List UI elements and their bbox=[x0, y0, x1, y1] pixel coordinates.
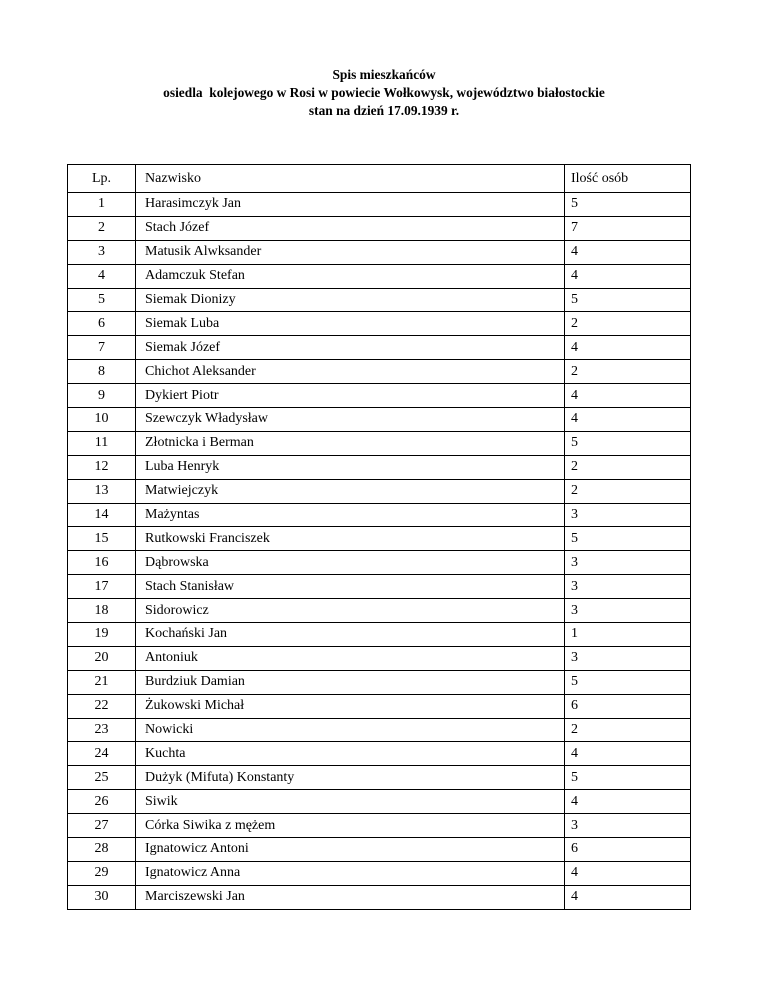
table-row bbox=[68, 814, 691, 838]
row-lp-cell: 10 bbox=[68, 408, 136, 432]
row-count-cell: 2 bbox=[565, 479, 691, 503]
row-count-cell: 5 bbox=[565, 527, 691, 551]
row-name-cell: Ignatowicz Antoni bbox=[136, 838, 565, 862]
header-lp: Lp. bbox=[68, 165, 136, 193]
document-title bbox=[0, 66, 768, 120]
row-count-cell: 2 bbox=[565, 455, 691, 479]
row-count-cell: 4 bbox=[565, 742, 691, 766]
table-row bbox=[68, 670, 691, 694]
row-name-cell: Siwik bbox=[136, 790, 565, 814]
row-name-cell: Luba Henryk bbox=[136, 455, 565, 479]
table-row bbox=[68, 240, 691, 264]
row-lp-cell: 6 bbox=[68, 312, 136, 336]
row-name-cell: Burdziuk Damian bbox=[136, 670, 565, 694]
row-count-cell: 5 bbox=[565, 766, 691, 790]
row-lp-cell: 18 bbox=[68, 599, 136, 623]
row-count-cell: 5 bbox=[565, 670, 691, 694]
table-row bbox=[68, 360, 691, 384]
row-name-cell: Matusik Alwksander bbox=[136, 240, 565, 264]
row-lp-cell: 11 bbox=[68, 431, 136, 455]
table-row bbox=[68, 264, 691, 288]
table-row bbox=[68, 575, 691, 599]
row-name-cell: Mażyntas bbox=[136, 503, 565, 527]
row-count-cell: 3 bbox=[565, 575, 691, 599]
row-lp-cell: 29 bbox=[68, 861, 136, 885]
row-count-cell: 4 bbox=[565, 240, 691, 264]
row-count-cell: 4 bbox=[565, 336, 691, 360]
table-row bbox=[68, 408, 691, 432]
row-count-cell: 2 bbox=[565, 312, 691, 336]
row-name-cell: Córka Siwika z mężem bbox=[136, 814, 565, 838]
row-count-cell: 7 bbox=[565, 216, 691, 240]
row-count-cell: 4 bbox=[565, 790, 691, 814]
table-row bbox=[68, 885, 691, 909]
row-name-cell: Siemak Dionizy bbox=[136, 288, 565, 312]
row-count-cell: 4 bbox=[565, 861, 691, 885]
row-count-cell: 3 bbox=[565, 503, 691, 527]
row-name-cell: Siemak Luba bbox=[136, 312, 565, 336]
row-lp-cell: 25 bbox=[68, 766, 136, 790]
table-row bbox=[68, 646, 691, 670]
row-lp-cell: 21 bbox=[68, 670, 136, 694]
table-row bbox=[68, 288, 691, 312]
row-name-cell: Kuchta bbox=[136, 742, 565, 766]
row-lp-cell: 5 bbox=[68, 288, 136, 312]
table-row bbox=[68, 431, 691, 455]
row-lp-cell: 27 bbox=[68, 814, 136, 838]
table-row bbox=[68, 551, 691, 575]
row-name-cell: Sidorowicz bbox=[136, 599, 565, 623]
title-line-2: osiedla kolejowego w Rosi w powiecie Wołkowysk, województwo białostockie bbox=[163, 85, 605, 100]
table-row bbox=[68, 838, 691, 862]
table-row bbox=[68, 694, 691, 718]
row-lp-cell: 16 bbox=[68, 551, 136, 575]
table-row bbox=[68, 312, 691, 336]
row-name-cell: Adamczuk Stefan bbox=[136, 264, 565, 288]
row-name-cell: Ignatowicz Anna bbox=[136, 861, 565, 885]
table-row bbox=[68, 193, 691, 217]
row-count-cell: 3 bbox=[565, 814, 691, 838]
title-line-3: stan na dzień 17.09.1939 r. bbox=[308, 103, 460, 118]
row-name-cell: Marciszewski Jan bbox=[136, 885, 565, 909]
table-row bbox=[68, 742, 691, 766]
row-lp-cell: 30 bbox=[68, 885, 136, 909]
row-count-cell: 4 bbox=[565, 885, 691, 909]
row-name-cell: Harasimczyk Jan bbox=[136, 193, 565, 217]
row-count-cell: 3 bbox=[565, 646, 691, 670]
row-count-cell: 2 bbox=[565, 360, 691, 384]
table-row bbox=[68, 861, 691, 885]
row-lp-cell: 28 bbox=[68, 838, 136, 862]
row-name-cell: Matwiejczyk bbox=[136, 479, 565, 503]
row-name-cell: Siemak Józef bbox=[136, 336, 565, 360]
row-count-cell: 4 bbox=[565, 408, 691, 432]
row-name-cell: Chichot Aleksander bbox=[136, 360, 565, 384]
row-lp-cell: 2 bbox=[68, 216, 136, 240]
row-count-cell: 5 bbox=[565, 288, 691, 312]
row-lp-cell: 7 bbox=[68, 336, 136, 360]
residents-table-body bbox=[68, 165, 691, 910]
table-row bbox=[68, 790, 691, 814]
table-header-row bbox=[68, 165, 691, 193]
table-row bbox=[68, 766, 691, 790]
row-count-cell: 4 bbox=[565, 384, 691, 408]
row-lp-cell: 3 bbox=[68, 240, 136, 264]
row-lp-cell: 12 bbox=[68, 455, 136, 479]
row-lp-cell: 24 bbox=[68, 742, 136, 766]
row-name-cell: Rutkowski Franciszek bbox=[136, 527, 565, 551]
table-row bbox=[68, 216, 691, 240]
row-lp-cell: 14 bbox=[68, 503, 136, 527]
row-lp-cell: 15 bbox=[68, 527, 136, 551]
table-row bbox=[68, 455, 691, 479]
table-row bbox=[68, 718, 691, 742]
row-name-cell: Antoniuk bbox=[136, 646, 565, 670]
table-row bbox=[68, 527, 691, 551]
row-name-cell: Nowicki bbox=[136, 718, 565, 742]
row-count-cell: 2 bbox=[565, 718, 691, 742]
row-lp-cell: 8 bbox=[68, 360, 136, 384]
row-count-cell: 5 bbox=[565, 193, 691, 217]
table-row bbox=[68, 479, 691, 503]
row-lp-cell: 1 bbox=[68, 193, 136, 217]
table-row bbox=[68, 599, 691, 623]
row-lp-cell: 17 bbox=[68, 575, 136, 599]
table-row bbox=[68, 384, 691, 408]
table-row bbox=[68, 503, 691, 527]
row-lp-cell: 22 bbox=[68, 694, 136, 718]
row-lp-cell: 13 bbox=[68, 479, 136, 503]
row-name-cell: Kochański Jan bbox=[136, 623, 565, 647]
table-row bbox=[68, 336, 691, 360]
row-count-cell: 1 bbox=[565, 623, 691, 647]
row-name-cell: Dykiert Piotr bbox=[136, 384, 565, 408]
residents-table bbox=[67, 164, 691, 910]
title-line-1: Spis mieszkańców bbox=[332, 67, 436, 82]
table-row bbox=[68, 623, 691, 647]
row-count-cell: 6 bbox=[565, 838, 691, 862]
row-name-cell: Stach Józef bbox=[136, 216, 565, 240]
row-name-cell: Dużyk (Mifuta) Konstanty bbox=[136, 766, 565, 790]
row-lp-cell: 9 bbox=[68, 384, 136, 408]
row-name-cell: Stach Stanisław bbox=[136, 575, 565, 599]
row-lp-cell: 19 bbox=[68, 623, 136, 647]
row-lp-cell: 23 bbox=[68, 718, 136, 742]
row-count-cell: 5 bbox=[565, 431, 691, 455]
row-lp-cell: 4 bbox=[68, 264, 136, 288]
row-name-cell: Szewczyk Władysław bbox=[136, 408, 565, 432]
row-count-cell: 3 bbox=[565, 599, 691, 623]
row-lp-cell: 20 bbox=[68, 646, 136, 670]
row-count-cell: 6 bbox=[565, 694, 691, 718]
row-name-cell: Złotnicka i Berman bbox=[136, 431, 565, 455]
header-name: Nazwisko bbox=[136, 165, 565, 193]
row-name-cell: Dąbrowska bbox=[136, 551, 565, 575]
row-count-cell: 3 bbox=[565, 551, 691, 575]
row-lp-cell: 26 bbox=[68, 790, 136, 814]
header-count: Ilość osób bbox=[565, 165, 691, 193]
row-name-cell: Żukowski Michał bbox=[136, 694, 565, 718]
row-count-cell: 4 bbox=[565, 264, 691, 288]
